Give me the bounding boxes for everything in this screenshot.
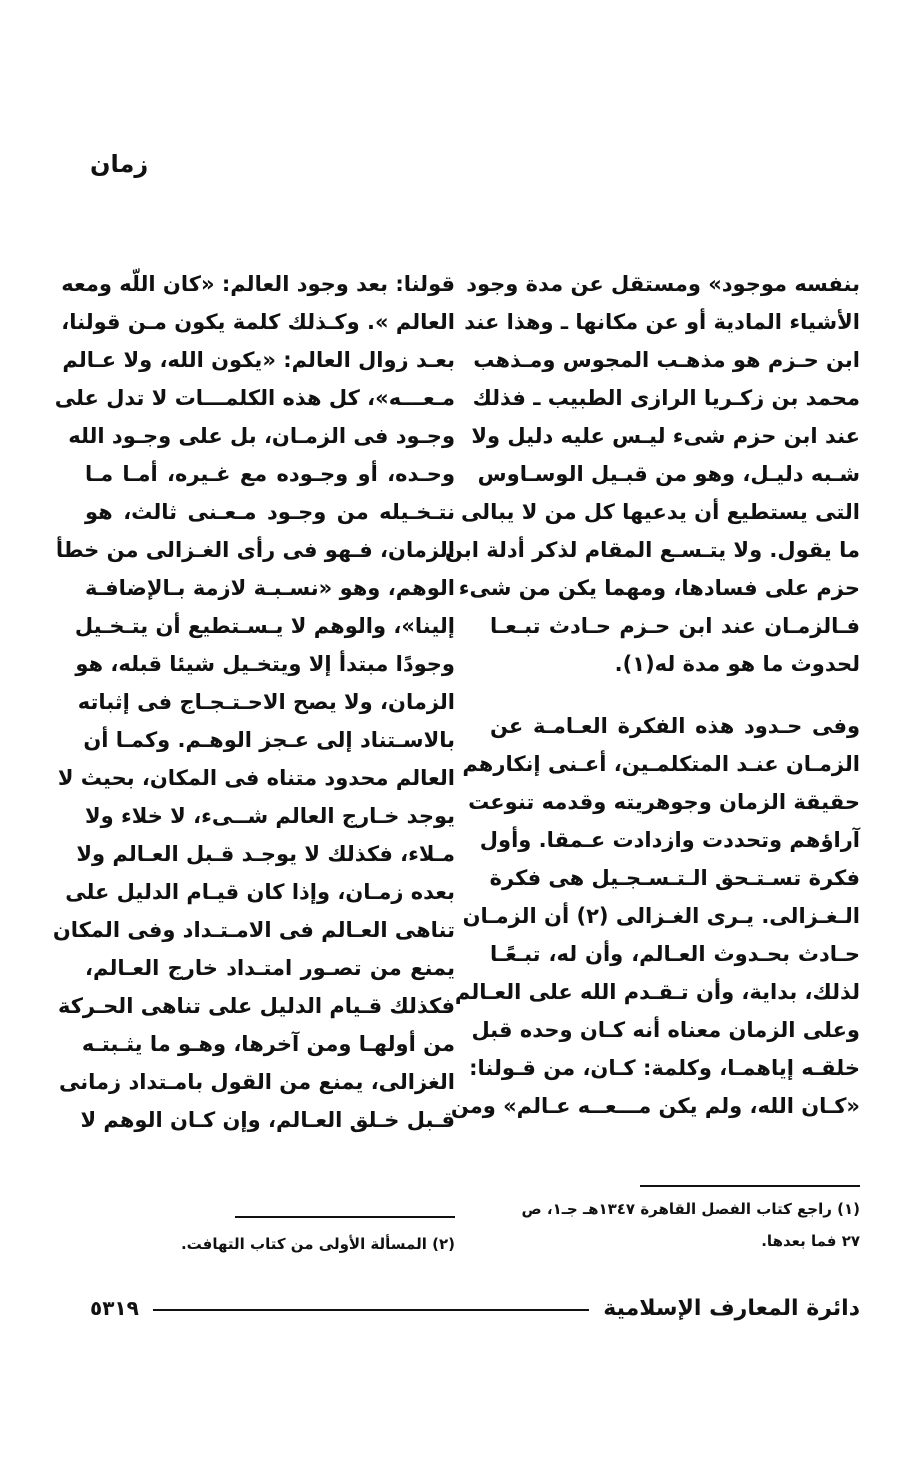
text-line: من أولهـا ومن آخرها، وهـو ما يثـبتـه: [81, 1032, 455, 1056]
footnote-left: (٢) المسألة الأولى من كتاب التهافت.: [180, 1235, 455, 1253]
left-column: [52, 265, 455, 1139]
paragraph-gap: [490, 683, 860, 707]
footer-title: دائرة المعارف الإسلامية: [603, 1295, 860, 1321]
text-line: آراؤهم وتحددت وازدادت عـمقا. وأول: [479, 828, 860, 852]
text-line: وعلى الزمان معناه أنه كـان وحده قبل: [471, 1018, 860, 1042]
text-line: شـبه دليـل، وهو من قبـيل الوسـاوس: [477, 462, 860, 486]
text-line: فكذلك قـيام الدليل على تناهى الحـركة: [57, 994, 455, 1018]
text-line: الوهم، وهو «نسـبـة لازمة بـالإضافـة: [85, 576, 455, 600]
text-line: ابن حـزم هو مذهـب المجوس ومـذهب: [473, 348, 860, 372]
text-line: الزمان، فـهو فى رأى الغـزالى من خطأ: [55, 538, 455, 562]
text-line: محمد بن زكـريا الرازى الطبيب ـ فذلك: [472, 386, 860, 410]
page-number: ٥٣١٩: [90, 1296, 139, 1320]
text-line: يوجد خـارج العالم شــىء، لا خلاء ولا: [85, 804, 455, 828]
text-line: الغزالى، يمنع من القول بامـتداد زمانى: [59, 1070, 455, 1094]
text-line: إلينا»، والوهم لا يـسـتطيع أن يتـخـيل: [74, 614, 455, 638]
text-line: حقيقة الزمان وجوهريته وقدمه تنوعت: [468, 790, 860, 814]
text-line: قولنا: بعد وجود العالم: «كان اللّه ومعه: [61, 272, 455, 296]
footnote-line: (١) راجع كتاب الفصل القاهرة ١٣٤٧هـ جـ١، ص: [521, 1200, 860, 1218]
text-line: فكرة تسـتـحق الـتـسـجـيل هى فكرة: [489, 866, 860, 890]
text-line: بعده زمـان، وإذا كان قيـام الدليل على: [65, 880, 455, 904]
text-line: التى يستطيع أن يدعيها كل من لا يبالى: [460, 500, 860, 524]
text-line: بالاسـتناد إلى عـجز الوهـم. وكمـا أن: [83, 728, 455, 752]
text-line: مـعـــه»، كل هذه الكلمـــات لا تدل على: [54, 386, 455, 410]
text-line: خلقـه إياهمـا، وكلمة: كـان، من قـولنا:: [469, 1056, 860, 1080]
text-line: مـلاء، فكذلك لا يوجـد قـبل العـالم ولا: [76, 842, 455, 866]
text-line: العالم محدود متناه فى المكان، بحيث لا: [57, 766, 455, 790]
text-line: بعـد زوال العالم: «يكون الله، ولا عـالم: [62, 348, 455, 372]
text-line: يمنع من تصـور امتـداد خارج العـالم،: [85, 956, 455, 980]
text-line: لذلك، بداية، وأن تـقـدم الله على العـالم: [454, 980, 860, 1004]
text-line: «كـان الله، ولم يكن مـــعــه عـالم» ومن: [450, 1094, 860, 1118]
text-line: وجـود فى الزمـان، بل على وجـود الله: [68, 424, 455, 448]
text-line: نتـخـيله من وجـود مـعـنى ثالث، هو: [85, 500, 455, 524]
text-line: الزمـان عنـد المتكلمـين، أعـنى إنكارهم: [462, 752, 860, 776]
text-line: تناهى العـالم فى الامـتـداد وفى المكان: [52, 918, 455, 942]
text-line: وحـده، أو وجـوده مع غـيره، أمـا مـا: [85, 462, 455, 486]
text-line: الأشياء المادية أو عن مكانها ـ وهذا عند: [464, 310, 860, 334]
text-line: عند ابن حزم شىء ليـس عليه دليل ولا: [471, 424, 860, 448]
page-header-title: زمان: [90, 150, 149, 178]
text-line: لحدوث ما هو مدة له(١).: [614, 652, 860, 676]
footnote-right: [490, 1193, 860, 1257]
text-line: الزمان، ولا يصح الاحـتـجـاج فى إثباته: [77, 690, 455, 714]
text-line: ما يقول. ولا يتـسـع المقام لذكر أدلة ابن: [444, 538, 860, 562]
footer-rule: [153, 1309, 589, 1311]
footnote-divider-right: [640, 1185, 860, 1187]
footnote-divider-left: [235, 1216, 455, 1218]
footnote-line: ٢٧ فما بعدها.: [761, 1232, 860, 1250]
text-line: فـالزمـان عند ابن حـزم حـادث تبـعـا: [490, 614, 860, 638]
text-line: قـبل خـلق العـالم، وإن كـان الوهم لا: [80, 1108, 455, 1132]
right-column: [444, 265, 860, 1125]
text-line: العالم ». وكـذلك كلمة يكون مـن قولنا،: [61, 310, 455, 334]
page-footer: [90, 1288, 860, 1328]
text-line: وجودًا مبتدأ إلا ويتخـيل شيئا قبله، هو: [75, 652, 455, 676]
text-line: وفى حـدود هذه الفكرة العـامـة عن: [490, 714, 860, 738]
text-line: بنفسه موجود» ومستقل عن مدة وجود: [466, 272, 860, 296]
text-line: الـغـزالى. يـرى الغـزالى (٢) أن الزمـان: [462, 904, 860, 928]
text-line: حـادث بحـدوث العـالم، وأن له، تبـعًـا: [490, 942, 860, 966]
text-line: حزم على فسادها، ومهما يكن من شىء: [458, 576, 860, 600]
